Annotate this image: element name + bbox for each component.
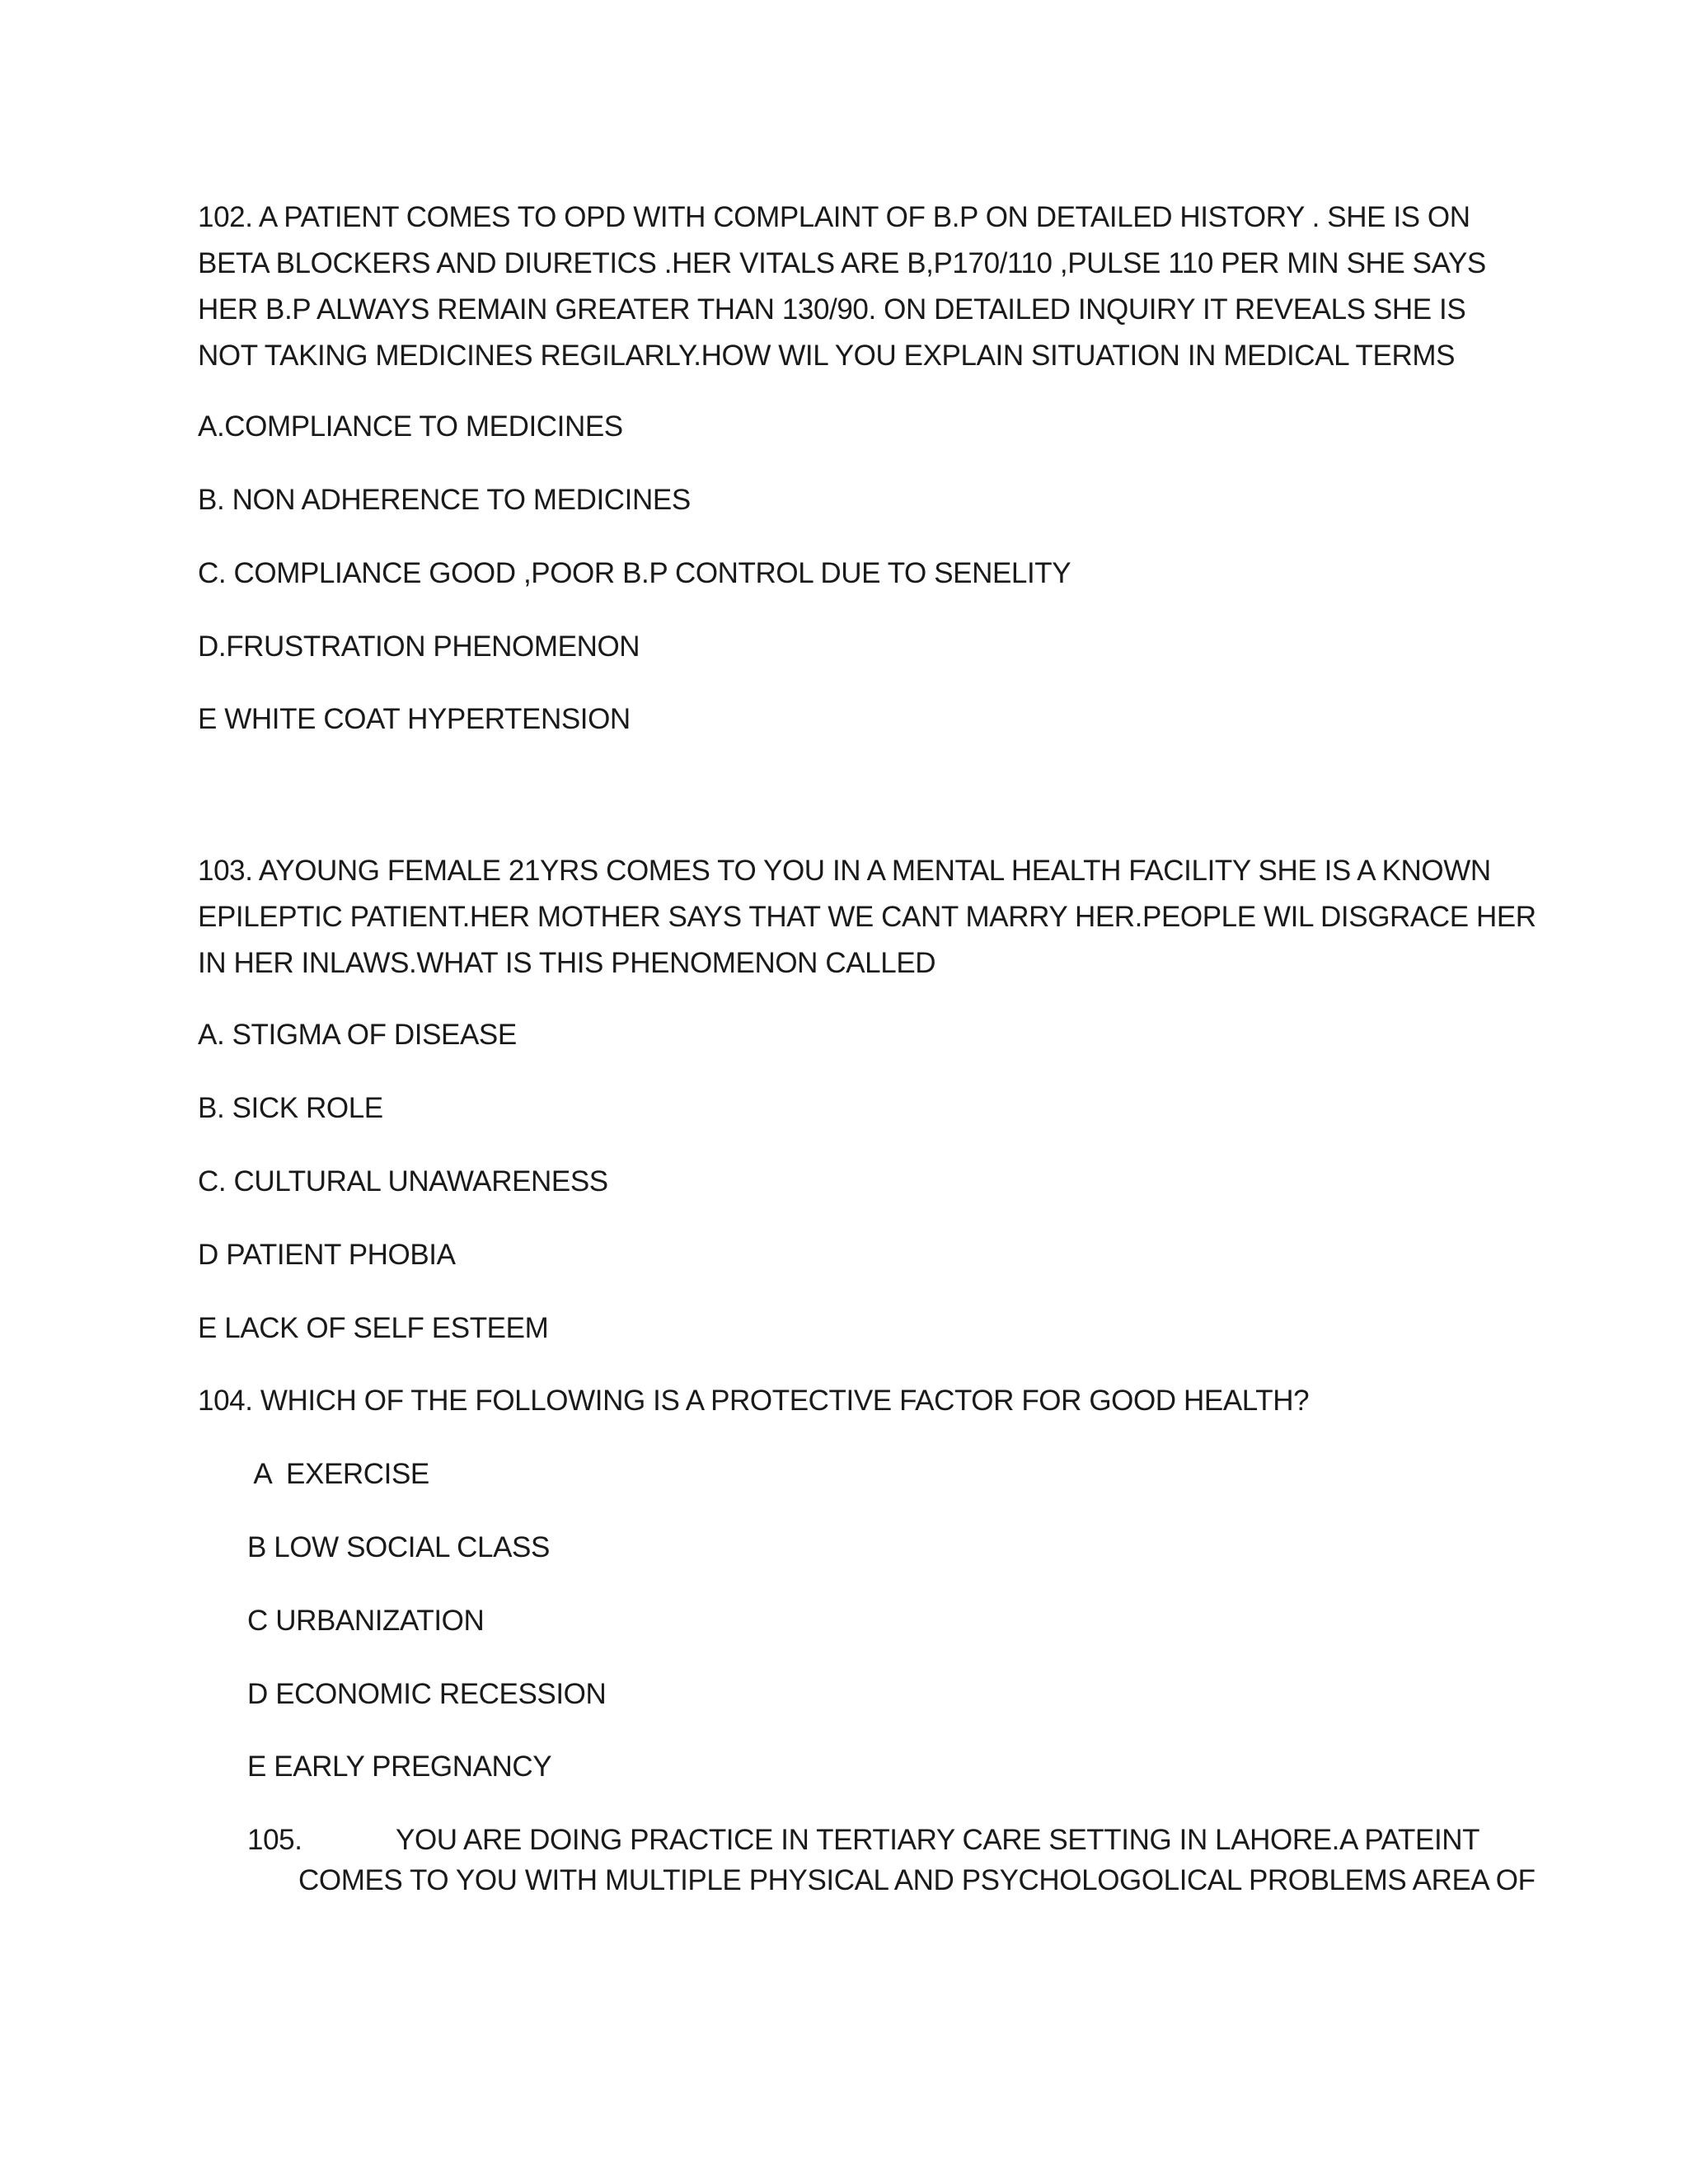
question-105-line-1: YOU ARE DOING PRACTICE IN TERTIARY CARE SETTING IN LAHORE.A PATEINT: [396, 1824, 1480, 1856]
question-102-line-2: BETA BLOCKERS AND DIURETICS .HER VITALS ARE B,P170/110 ,PULSE 110 PER MIN SHE SAYS: [198, 247, 1486, 279]
question-103-line-3: IN HER INLAWS.WHAT IS THIS PHENOMENON CALLED: [198, 947, 936, 979]
question-102-option-b: B. NON ADHERENCE TO MEDICINES: [198, 484, 691, 516]
question-104-stem: 104. WHICH OF THE FOLLOWING IS A PROTECTIVE FACTOR FOR GOOD HEALTH?: [198, 1385, 1310, 1417]
question-102-option-e: E WHITE COAT HYPERTENSION: [198, 703, 631, 735]
question-104-option-d: D ECONOMIC RECESSION: [247, 1678, 607, 1710]
question-103-option-b: B. SICK ROLE: [198, 1092, 383, 1124]
question-103-stem: [198, 848, 1536, 987]
question-102-line-4: NOT TAKING MEDICINES REGILARLY.HOW WIL YOU EXPLAIN SITUATION IN MEDICAL TERMS: [198, 340, 1456, 372]
question-103-line-2: EPILEPTIC PATIENT.HER MOTHER SAYS THAT WE CANT MARRY HER.PEOPLE WIL DISGRACE HER: [198, 901, 1536, 933]
question-104-option-e: E EARLY PREGNANCY: [247, 1750, 552, 1783]
question-102-line-3: HER B.P ALWAYS REMAIN GREATER THAN 130/90. ON DETAILED INQUIRY IT REVEALS SHE IS: [198, 293, 1466, 326]
question-102-line-1: 102. A PATIENT COMES TO OPD WITH COMPLAINT OF B.P ON DETAILED HISTORY . SHE IS ON: [198, 201, 1470, 233]
question-103-option-d: D PATIENT PHOBIA: [198, 1239, 456, 1271]
question-102-option-a: A.COMPLIANCE TO MEDICINES: [198, 410, 623, 443]
question-102-option-d: D.FRUSTRATION PHENOMENON: [198, 630, 640, 663]
question-103-line-1: 103. AYOUNG FEMALE 21YRS COMES TO YOU IN A MENTAL HEALTH FACILITY SHE IS A KNOWN: [198, 855, 1491, 887]
question-104-option-b: B LOW SOCIAL CLASS: [247, 1531, 550, 1563]
question-102-stem: [198, 194, 1517, 379]
question-105-number: 105.: [247, 1824, 302, 1856]
question-103-option-e: E LACK OF SELF ESTEEM: [198, 1312, 549, 1344]
question-104-option-a: A EXERCISE: [247, 1458, 429, 1490]
question-103-option-c: C. CULTURAL UNAWARENESS: [198, 1165, 608, 1197]
question-105-line-2: COMES TO YOU WITH MULTIPLE PHYSICAL AND PSYCHOLOGOLICAL PROBLEMS AREA OF: [298, 1864, 1536, 1896]
question-102-option-c: C. COMPLIANCE GOOD ,POOR B.P CONTROL DUE TO SENELITY: [198, 557, 1071, 589]
question-103-option-a: A. STIGMA OF DISEASE: [198, 1019, 517, 1051]
question-104-option-c: C URBANIZATION: [247, 1605, 485, 1637]
